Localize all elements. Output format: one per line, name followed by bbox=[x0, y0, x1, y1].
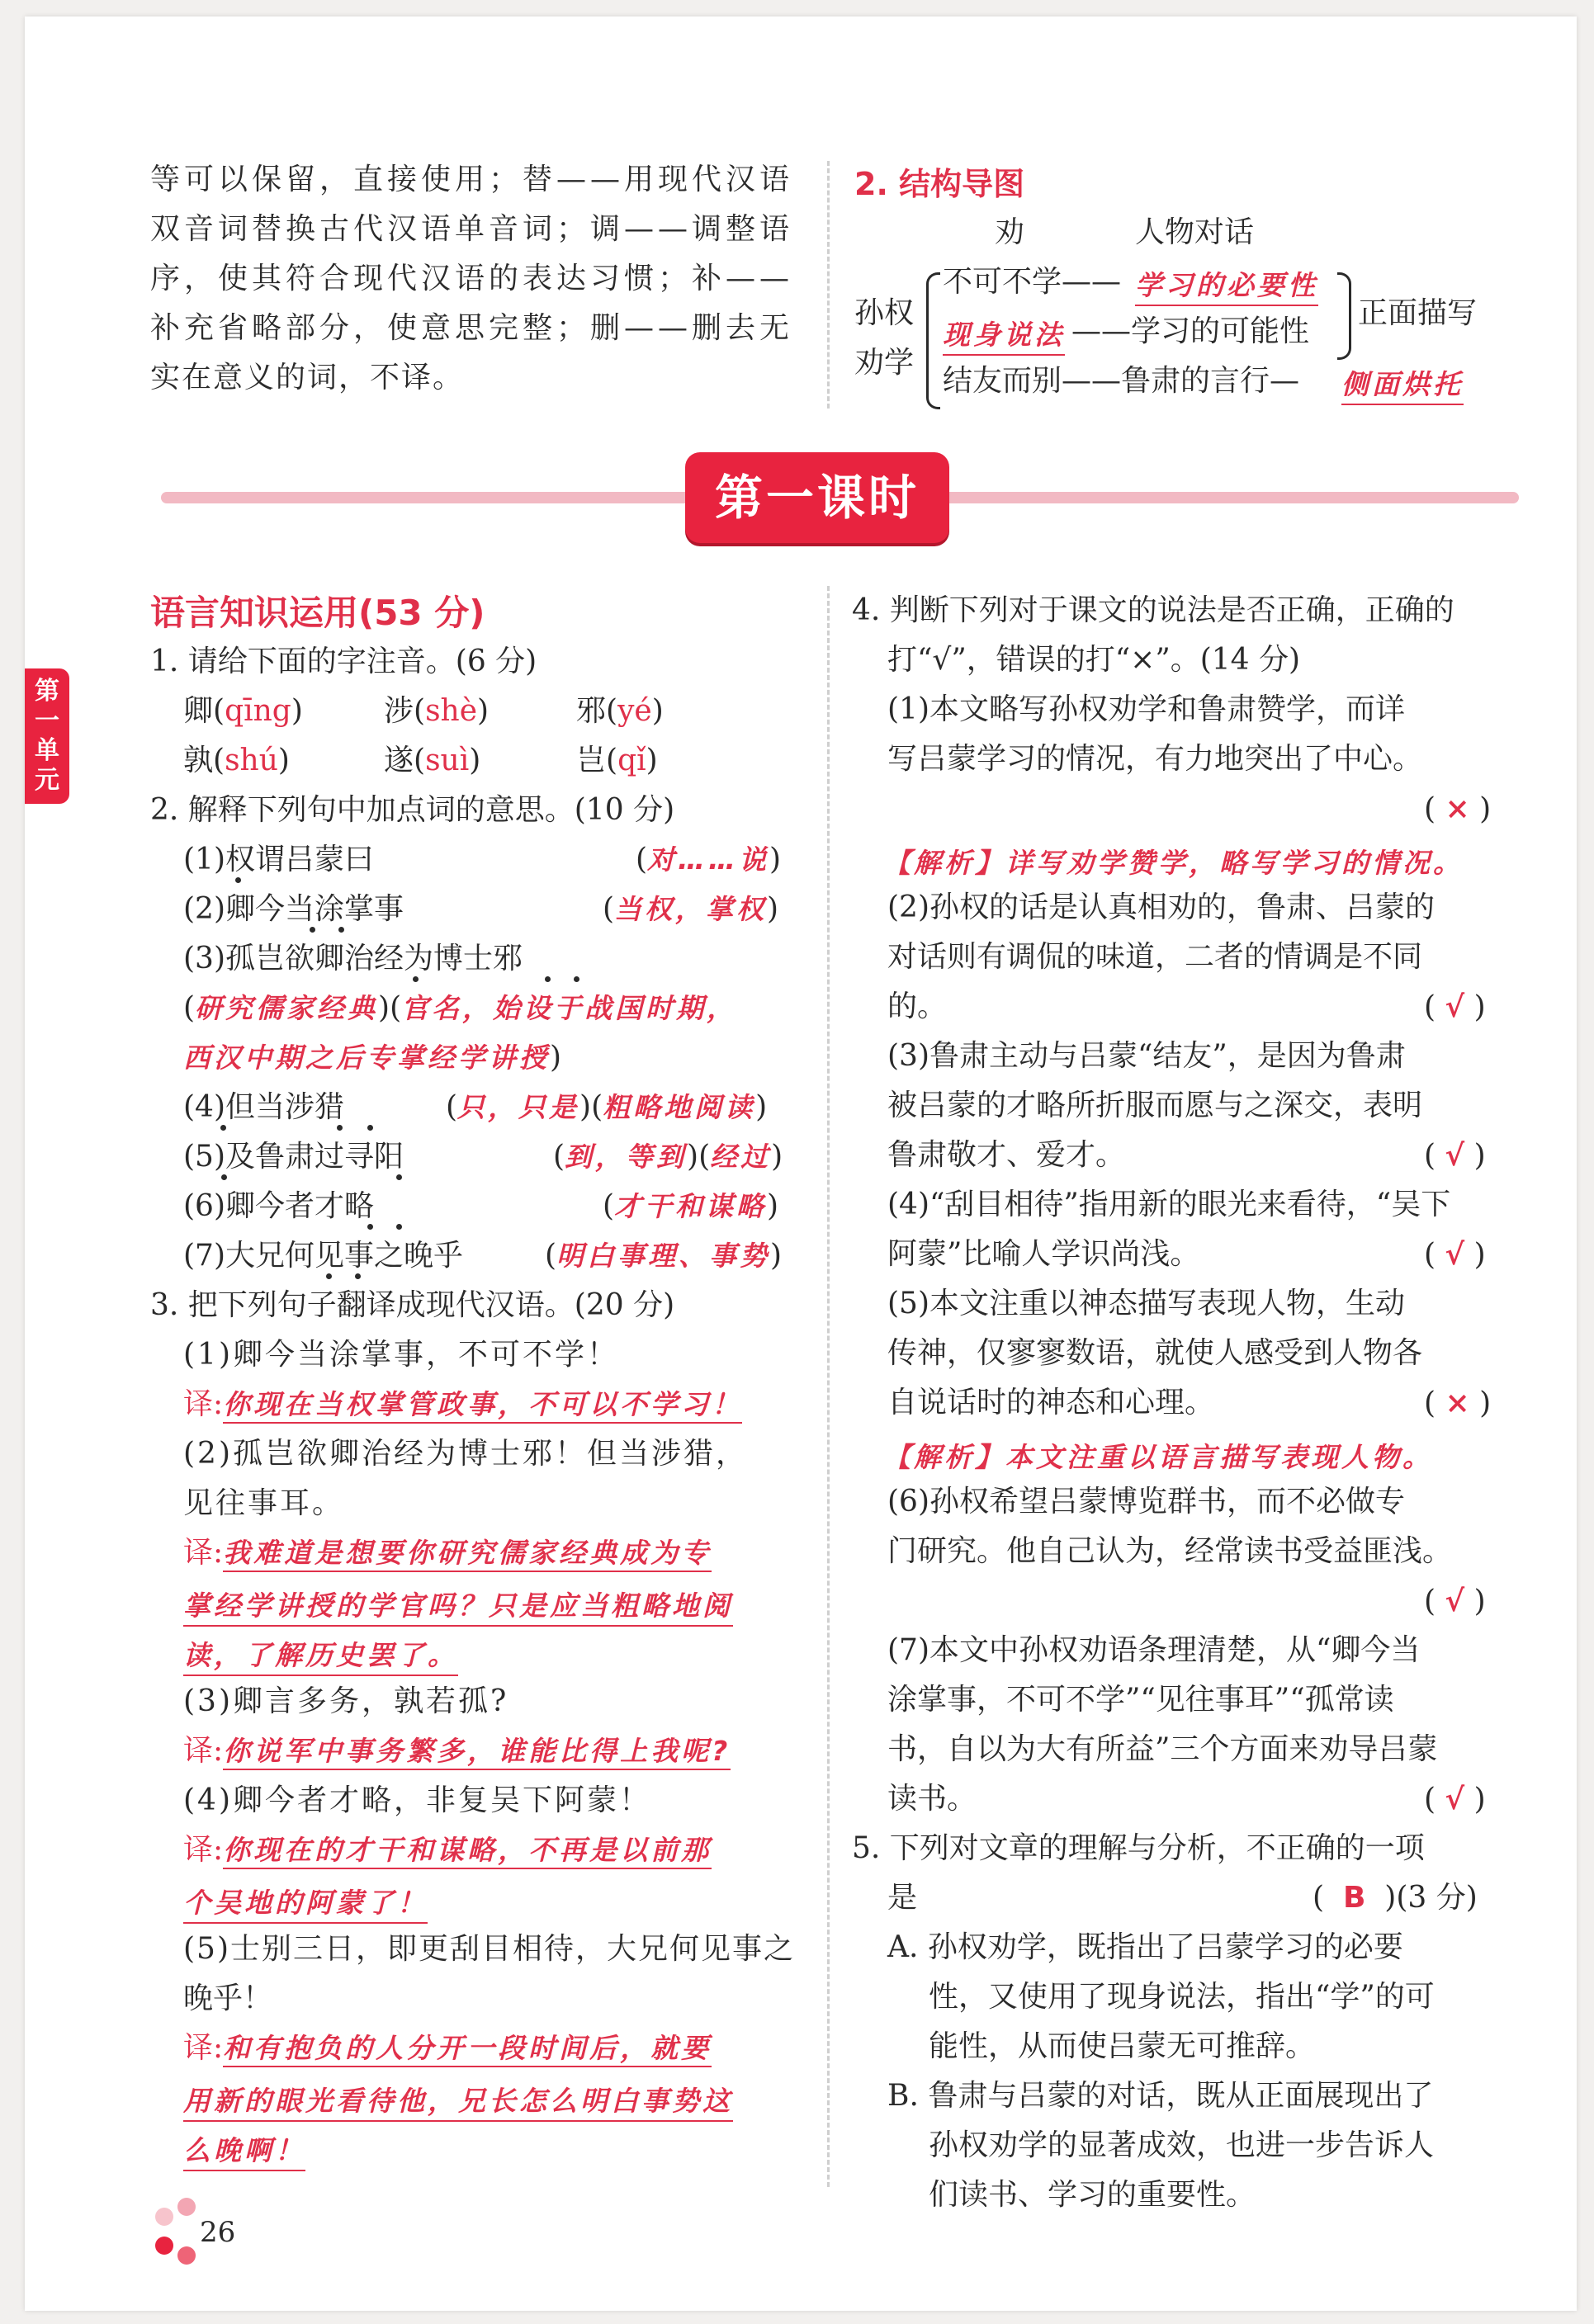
structure-row3-left: 结友而别——鲁肃的言行— bbox=[943, 364, 1300, 398]
q5-b-3: 们读书、学习的重要性。 bbox=[929, 2178, 1256, 2212]
q4-mark-6: √ bbox=[1445, 1584, 1465, 1618]
q2-l1-paren: (对……说) bbox=[636, 843, 782, 876]
structure-heading: 2. 结构导图 bbox=[854, 166, 1025, 202]
close-paren: ) bbox=[1473, 1238, 1486, 1272]
q2-l4-question: (4)但当涉猎 bbox=[183, 1090, 344, 1124]
right-brace bbox=[1337, 272, 1351, 360]
close-paren: ) bbox=[1473, 1585, 1486, 1618]
q4-i3-c: 鲁肃敬才、爱才。 bbox=[887, 1138, 1126, 1172]
q3-t2-c: 读，了解历史罢了。 bbox=[183, 1634, 458, 1676]
q3-t5-label: 译: bbox=[183, 2031, 224, 2065]
q3-s3: (3)卿言多务，孰若孤? bbox=[183, 1684, 509, 1718]
open-paren: ( bbox=[1424, 1238, 1436, 1272]
q4-analysis-1: 【解析】详写劝学赞学，略写学习的情况。 bbox=[883, 847, 1464, 879]
q4-m2-line bbox=[1424, 982, 1486, 1032]
q2-l5-paren: (到，等到)(经过) bbox=[553, 1140, 783, 1174]
q3-s1: (1)卿今当涂掌事，不可不学！ bbox=[183, 1338, 619, 1372]
q1-pinyin-4: shú bbox=[225, 744, 278, 777]
q1-stem: 1. 请给下面的字注音。(6 分) bbox=[150, 645, 537, 678]
structure-row1-left: 不可不学—— bbox=[943, 265, 1122, 299]
q1-item-3: 邪(yé) bbox=[576, 694, 664, 728]
q5-answer: B bbox=[1342, 1881, 1366, 1915]
q4-mark-5: × bbox=[1445, 1386, 1470, 1420]
q3-t3-line bbox=[183, 1726, 731, 1776]
q4-m1-line bbox=[1424, 784, 1491, 834]
q3-t4-a: 你现在的才干和谋略，不再是以前那 bbox=[223, 1834, 712, 1869]
q4-i7-b: 涂掌事，不可不学”“见往事耳”“孤常读 bbox=[887, 1683, 1394, 1717]
q4-analysis-5: 【解析】本文注重以语言描写表现人物。 bbox=[883, 1441, 1433, 1473]
q1-pinyin-5: suì bbox=[425, 744, 470, 777]
decor-dot-icon bbox=[155, 2208, 173, 2226]
q4-mark-2: √ bbox=[1445, 990, 1465, 1024]
structure-row3-answer: 侧面烘托 bbox=[1341, 363, 1464, 405]
q2-l7-paren: (明白事理、事势) bbox=[545, 1239, 783, 1273]
q4-i7-c: 书，自以为大有所益”三个方面来劝导吕蒙 bbox=[887, 1732, 1438, 1766]
structure-root-1: 孙权 bbox=[854, 296, 915, 330]
q4-mark-4: √ bbox=[1445, 1237, 1465, 1272]
q3-t2-b: 掌经学讲授的学官吗？只是应当粗略地阅 bbox=[183, 1585, 733, 1627]
q4-i3-b: 被吕蒙的才略所折服而愿与之深交，表明 bbox=[887, 1089, 1423, 1122]
unit-tab-char-4: 元 bbox=[35, 766, 59, 795]
q4-i7-a: (7)本文中孙权劝语条理清楚，从“卿今当 bbox=[887, 1633, 1421, 1667]
q4-mark-7: √ bbox=[1445, 1782, 1465, 1816]
q3-t5-c: 么晚啊！ bbox=[183, 2129, 305, 2171]
q3-t2-a: 我难道是想要你研究儒家经典成为专 bbox=[223, 1537, 712, 1572]
structure-row2-right: ——学习的可能性 bbox=[1071, 314, 1310, 348]
q1-pinyin-2: shè bbox=[425, 694, 478, 728]
q4-i4-a: (4)“刮目相待”指用新的眼光来看待，“吴下 bbox=[887, 1188, 1451, 1221]
q4-m6-line bbox=[1424, 1576, 1486, 1627]
q2-l1-answer: 对……说 bbox=[647, 843, 770, 876]
q4-i6-a: (6)孙权希望吕蒙博览群书，而不必做专 bbox=[887, 1485, 1405, 1519]
q5-stem-2: 是 bbox=[887, 1881, 918, 1915]
emphasis-dot bbox=[310, 927, 315, 933]
q2-l1-question: (1)权谓吕蒙曰 bbox=[183, 843, 374, 876]
close-paren: ) bbox=[1473, 1139, 1486, 1173]
q3-s2-b: 见往事耳。 bbox=[183, 1486, 345, 1520]
emphasis-dot bbox=[574, 976, 579, 982]
q4-i5-a: (5)本文注重以神态描写表现人物，生动 bbox=[887, 1287, 1405, 1320]
q3-t3: 你说军中事务繁多，谁能比得上我呢? bbox=[223, 1735, 731, 1770]
emphasis-dot bbox=[396, 1174, 402, 1180]
q1-item-6: 岂(qǐ) bbox=[576, 744, 658, 777]
q2-l5-answer-1: 到，等到 bbox=[565, 1141, 688, 1173]
open-paren: ( bbox=[1424, 1386, 1436, 1420]
section-title: 语言知识运用(53 分) bbox=[150, 593, 485, 633]
intro-line-1: 等可以保留，直接使用；替——用现代汉语 bbox=[150, 163, 794, 196]
q4-i1-a: (1)本文略写孙权劝学和鲁肃赞学，而详 bbox=[887, 692, 1405, 726]
q2-l2-paren: (当权，掌权) bbox=[603, 892, 779, 926]
decor-dot-icon bbox=[177, 2246, 196, 2265]
q4-i1-b: 写吕蒙学习的情况，有力地突出了中心。 bbox=[887, 742, 1423, 776]
q2-l3-answer-2: 官名，始设于战国时期， bbox=[401, 992, 738, 1024]
emphasis-dot bbox=[545, 976, 551, 982]
q3-t4-label: 译: bbox=[183, 1833, 224, 1867]
intro-line-3: 序，使其符合现代汉语的表达习惯；补—— bbox=[150, 262, 794, 295]
q4-m7-line bbox=[1424, 1774, 1486, 1825]
q1-item-4: 孰(shú) bbox=[183, 744, 290, 777]
q2-l4-answer-1: 只，只是 bbox=[457, 1091, 580, 1123]
structure-side-label: 正面描写 bbox=[1358, 296, 1478, 330]
q2-l5-question: (5)及鲁肃过寻阳 bbox=[183, 1140, 404, 1174]
q4-i7-d: 读书。 bbox=[887, 1782, 977, 1816]
q1-char-3: 邪 bbox=[576, 694, 607, 728]
q1-char-2: 涉 bbox=[384, 694, 414, 728]
q4-i2-c: 的。 bbox=[887, 990, 948, 1023]
q4-m3-line bbox=[1424, 1131, 1486, 1181]
unit-tab bbox=[25, 668, 69, 804]
q3-t2-line-1 bbox=[183, 1528, 712, 1578]
q3-t3-label: 译: bbox=[183, 1734, 224, 1768]
open-paren: ( bbox=[1424, 990, 1436, 1024]
q4-mark-3: √ bbox=[1445, 1138, 1465, 1173]
q5-b-2: 孙权劝学的显著成效，也进一步告诉人 bbox=[929, 2128, 1435, 2162]
q2-l3-answer-1: 研究儒家经典 bbox=[195, 992, 379, 1024]
q2-l2-answer: 当权，掌权 bbox=[614, 893, 768, 925]
open-paren: ( bbox=[1424, 1585, 1436, 1618]
q1-item-2: 涉(shè) bbox=[384, 694, 490, 728]
q5-stem-1: 5. 下列对文章的理解与分析，不正确的一项 bbox=[852, 1831, 1425, 1865]
emphasis-dot bbox=[220, 1125, 226, 1131]
structure-row2-answer: 现身说法 bbox=[943, 314, 1065, 356]
q3-t4-b: 个吴地的阿蒙了！ bbox=[183, 1882, 428, 1924]
q2-l5-answer-2: 经过 bbox=[710, 1141, 772, 1173]
q2-l6-answer: 才干和谋略 bbox=[614, 1190, 768, 1222]
emphasis-dot bbox=[367, 1224, 373, 1230]
q4-i6-b: 门研究。他自己认为，经常读书受益匪浅。 bbox=[887, 1534, 1453, 1568]
structure-root-2: 劝学 bbox=[854, 346, 915, 380]
q5-a-2: 性，又使用了现身说法，指出“学”的可 bbox=[929, 1980, 1435, 2014]
q3-s2-a: (2)孤岂欲卿治经为博士邪！但当涉猎， bbox=[183, 1437, 748, 1471]
q4-i5-b: 传神，仅寥寥数语，就使人感受到人物各 bbox=[887, 1336, 1423, 1370]
q3-t1: 你现在当权掌管政事，不可以不学习！ bbox=[223, 1388, 742, 1424]
q1-item-1: 卿(qīng) bbox=[183, 694, 303, 728]
emphasis-dot bbox=[413, 976, 419, 982]
q2-l3-answer-line-2: 西汉中期之后专掌经学讲授) bbox=[183, 1041, 562, 1075]
q3-t5-b: 用新的眼光看待他，兄长怎么明白事势这 bbox=[183, 2080, 733, 2122]
q3-t5-a: 和有抱负的人分开一段时间后，就要 bbox=[223, 2032, 712, 2067]
intro-line-2: 双音词替换古代汉语单音词；调——调整语 bbox=[150, 212, 794, 246]
q5-score: )(3 分) bbox=[1384, 1881, 1478, 1915]
emphasis-dot bbox=[396, 1224, 402, 1230]
q2-stem: 2. 解释下列句中加点词的意思。(10 分) bbox=[150, 793, 675, 827]
q4-stem-2: 打“√”，错误的打“×”。(14 分) bbox=[887, 643, 1301, 677]
q4-mark-1: × bbox=[1445, 791, 1470, 826]
q3-t5-line-1 bbox=[183, 2024, 712, 2073]
page bbox=[25, 17, 1577, 2311]
left-brace bbox=[926, 272, 940, 409]
q2-l6-question: (6)卿今者才略 bbox=[183, 1189, 374, 1223]
q3-s5-a: (5)士别三日，即更刮目相待，大兄何见事之 bbox=[183, 1932, 795, 1966]
emphasis-dot bbox=[326, 1273, 332, 1279]
decor-dot-icon bbox=[177, 2198, 196, 2216]
main-divider bbox=[827, 586, 830, 2187]
q4-m5-line bbox=[1424, 1378, 1491, 1429]
unit-tab-char-3: 单 bbox=[35, 736, 59, 765]
q3-t2-label: 译: bbox=[183, 1536, 224, 1570]
emphasis-dot bbox=[337, 1125, 343, 1131]
q2-l2-question: (2)卿今当涂掌事 bbox=[183, 892, 404, 926]
q4-i5-c: 自说话时的神态和心理。 bbox=[887, 1386, 1215, 1419]
top-divider bbox=[827, 161, 830, 409]
q3-t1-line bbox=[183, 1380, 742, 1429]
q4-stem-1: 4. 判断下列对于课文的说法是否正确，正确的 bbox=[852, 593, 1454, 627]
q5-b-1: B. 鲁肃与吕蒙的对话，既从正面展现出了 bbox=[887, 2079, 1434, 2113]
q5-a-1: A. 孙权劝学，既指出了吕蒙学习的必要 bbox=[887, 1930, 1403, 1964]
q2-l4-paren: (只，只是)(粗略地阅读) bbox=[446, 1090, 768, 1124]
q1-char-4: 孰 bbox=[183, 744, 214, 777]
intro-line-5: 实在意义的词，不译。 bbox=[150, 361, 465, 394]
decor-dot-icon bbox=[155, 2237, 173, 2255]
open-paren: ( bbox=[1424, 1783, 1436, 1816]
open-paren: ( bbox=[1313, 1881, 1325, 1915]
lesson-banner: 第一课时 bbox=[685, 452, 949, 543]
q1-pinyin-1: qīng bbox=[225, 694, 291, 728]
q1-pinyin-3: yé bbox=[617, 694, 652, 728]
q4-i3-a: (3)鲁肃主动与吕蒙“结友”，是因为鲁肃 bbox=[887, 1039, 1406, 1073]
page-number: 26 bbox=[200, 2216, 236, 2249]
intro-line-4: 补充省略部分，使意思完整；删——删去无 bbox=[150, 311, 794, 345]
close-paren: ) bbox=[1473, 1783, 1486, 1816]
q3-t4-line-1 bbox=[183, 1826, 712, 1875]
q5-answer-line bbox=[1313, 1873, 1478, 1923]
q3-s5-b: 晚乎！ bbox=[183, 1982, 273, 2015]
open-paren: ( bbox=[1424, 792, 1436, 826]
emphasis-dot bbox=[367, 1125, 373, 1131]
q1-char-1: 卿 bbox=[183, 694, 214, 728]
close-paren: ) bbox=[1473, 990, 1486, 1024]
q2-l4-answer-2: 粗略地阅读 bbox=[603, 1091, 756, 1123]
q2-l3-question: (3)孤岂欲卿治经为博士邪 bbox=[183, 942, 523, 975]
q4-m4-line bbox=[1424, 1230, 1486, 1280]
q4-i2-a: (2)孙权的话是认真相劝的，鲁肃、吕蒙的 bbox=[887, 890, 1435, 924]
emphasis-dot bbox=[338, 927, 344, 933]
q4-i4-b: 阿蒙”比喻人学识尚浅。 bbox=[887, 1237, 1200, 1271]
open-paren: ( bbox=[1424, 1139, 1436, 1173]
q5-a-3: 能性，从而使吕蒙无可推辞。 bbox=[929, 2029, 1316, 2063]
q2-l6-paren: (才干和谋略) bbox=[603, 1189, 779, 1223]
q1-pinyin-6: qǐ bbox=[617, 744, 646, 777]
q2-l7-question: (7)大兄何见事之晚乎 bbox=[183, 1239, 463, 1273]
structure-col-quan: 劝 bbox=[995, 215, 1025, 249]
close-paren: ) bbox=[1479, 792, 1492, 826]
q1-item-5: 遂(suì) bbox=[384, 744, 481, 777]
structure-col-dialogue: 人物对话 bbox=[1135, 215, 1255, 249]
q2-l7-answer: 明白事理、事势 bbox=[556, 1240, 771, 1272]
q2-l3-answer-line: (研究儒家经典)(官名，始设于战国时期， bbox=[183, 991, 738, 1025]
unit-tab-char-1: 第 bbox=[35, 677, 59, 706]
unit-tab-char-2: 一 bbox=[35, 706, 59, 735]
emphasis-dot bbox=[235, 877, 241, 883]
emphasis-dot bbox=[221, 1174, 227, 1180]
q1-char-5: 遂 bbox=[384, 744, 414, 777]
q3-stem: 3. 把下列句子翻译成现代汉语。(20 分) bbox=[150, 1288, 675, 1322]
q2-l3-answer-3: 西汉中期之后专掌经学讲授 bbox=[183, 1042, 550, 1074]
close-paren: ) bbox=[1479, 1386, 1492, 1420]
structure-row1-answer: 学习的必要性 bbox=[1135, 264, 1318, 306]
emphasis-dot bbox=[355, 1273, 361, 1279]
q3-s4: (4)卿今者才略，非复吴下阿蒙！ bbox=[183, 1783, 651, 1817]
q1-char-6: 岂 bbox=[576, 744, 607, 777]
q4-i2-b: 对话则有调侃的味道，二者的情调是不同 bbox=[887, 940, 1423, 974]
q3-t1-label: 译: bbox=[183, 1387, 224, 1421]
